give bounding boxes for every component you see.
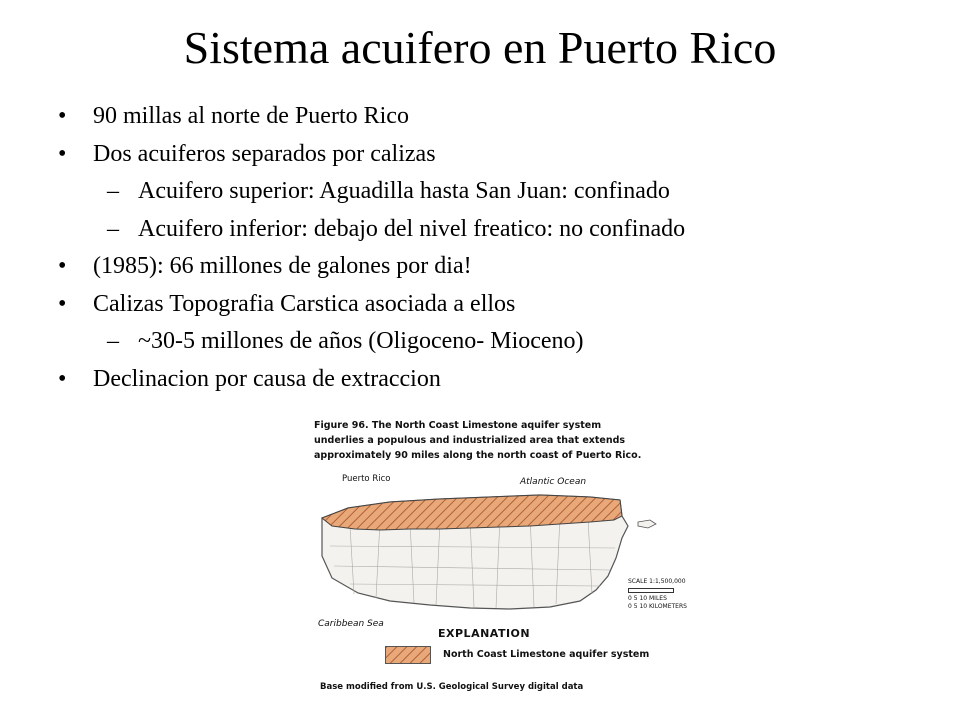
bullet-item: • Calizas Topografia Carstica asociada a ellos bbox=[56, 286, 936, 324]
scale-miles: 0 5 10 MILES bbox=[628, 595, 667, 602]
figure-caption-line-2: underlies a populous and industrialized area that extends bbox=[314, 435, 626, 446]
atlantic-ocean-label: Atlantic Ocean bbox=[520, 477, 587, 487]
figure-caption bbox=[314, 418, 694, 463]
legend-label: North Coast Limestone aquifer system bbox=[443, 649, 650, 660]
bullet-item: • Declinacion por causa de extraccion bbox=[56, 361, 936, 399]
puerto-rico-label: Puerto Rico bbox=[342, 474, 391, 484]
legend-swatch bbox=[385, 646, 431, 664]
base-note: Base modified from U.S. Geological Survey digital data bbox=[320, 682, 584, 692]
bullet-list bbox=[56, 98, 936, 398]
caribbean-sea-label: Caribbean Sea bbox=[318, 619, 384, 629]
bullet-item: • (1985): 66 millones de galones por dia! bbox=[56, 248, 936, 286]
explanation-title: EXPLANATION bbox=[438, 627, 531, 640]
scale-title: SCALE 1:1,500,000 bbox=[628, 578, 686, 585]
scale-bar bbox=[628, 588, 674, 593]
sub-bullet-item: – Acuifero inferior: debajo del nivel freatico: no confinado bbox=[56, 211, 936, 249]
slide-title: Sistema acuifero en Puerto Rico bbox=[183, 22, 777, 73]
scale-km: 0 5 10 KILOMETERS bbox=[628, 603, 687, 610]
small-island bbox=[638, 520, 656, 528]
sub-bullet-item: – Acuifero superior: Aguadilla hasta San Juan: confinado bbox=[56, 173, 936, 211]
map-scale bbox=[628, 578, 708, 611]
bullet-item: • Dos acuiferos separados por calizas bbox=[56, 136, 936, 174]
figure-caption-line-1: The North Coast Limestone aquifer system bbox=[371, 420, 602, 431]
figure-label: Figure 96. bbox=[314, 420, 369, 431]
aquifer-map-figure bbox=[310, 414, 710, 699]
sub-bullet-item: – ~30-5 millones de años (Oligoceno- Mioceno) bbox=[56, 323, 936, 361]
bullet-item: • 90 millas al norte de Puerto Rico bbox=[56, 98, 936, 136]
figure-caption-line-3: approximately 90 miles along the north coast of Puerto Rico. bbox=[314, 450, 642, 461]
legend-hatch bbox=[386, 647, 430, 663]
